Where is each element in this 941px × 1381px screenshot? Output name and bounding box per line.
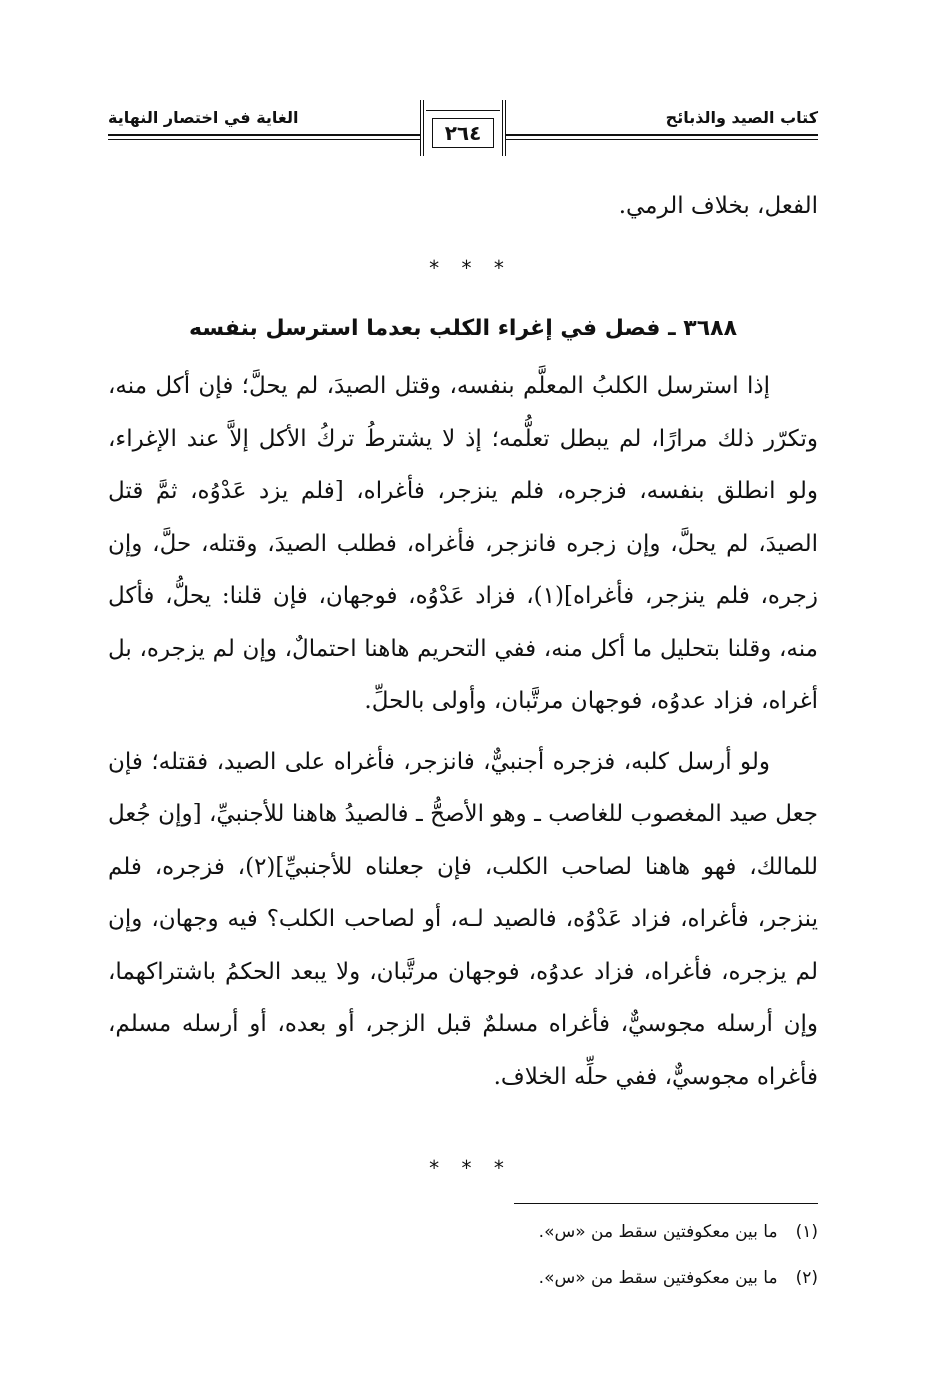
section-heading: ٣٦٨٨ ـ فصل في إغراء الكلب بعدما استرسل بنفسه (189, 316, 737, 341)
header-book-title: الغاية في اختصار النهاية (108, 108, 299, 127)
page-number: ٢٦٤ (432, 118, 494, 148)
footnote-2 (108, 1268, 818, 1288)
footnote-number: (١) (795, 1222, 818, 1242)
paragraph-2: ولو أرسل كلبه، فزجره أجنبيٌّ، فانزجر، فأغراه على الصيد، فقتله؛ فإن جعل صيد المغصوب للغاصب ـ وهو الأصحُّ ـ فالصيدُ هاهنا للأجنبيِّ، [وإن جُعل للمالك، فهو هاهنا لصاحب الكلب، فإن جعلناه للأجنبيِّ](٢)، فزجره، فلم ينزجر، فأغراه، فزاد عَدْوُه، فالصيد لـه، أو لصاحب الكلب؟ فيه وجهان، وإن لم يزجره، فأغراه، فزاد عدوُه، فوجهان مرتَّبان، ولا يبعد الحكمُ باشتراكهما، وإن أرسله مجوسيٌّ، فأغراه مسلمٌ قبل الزجر، أو بعده، أو أرسله مسلم، فأغراه مجوسيٌّ، ففي حلِّه الخلاف. (108, 748, 818, 1090)
section-separator: * * * (429, 256, 512, 280)
end-separator: * * * (429, 1156, 512, 1180)
footnote-number: (٢) (795, 1268, 818, 1288)
intro-line: الفعل، بخلاف الرمي. (618, 193, 818, 219)
header-book-section: كتاب الصيد والذبائح (665, 108, 818, 127)
paragraph-1: إذا استرسل الكلبُ المعلَّم بنفسه، وقتل الصيدَ، لم يحلَّ؛ فإن أكل منه، وتكرّر ذلك مرارًا، لم يبطل تعلُّمه؛ إذ لا يشترطُ تركُ الأكل إلاَّ عند الإغراء، ولو انطلق بنفسه، فزجره، فلم ينزجر، فأغراه، [فلم يزد عَدْوُه، ثمَّ قتل الصيدَ، لم يحلَّ، وإن زجره فانزجر، فأغراه، فطلب الصيدَ، وقتله، حلَّ، وإن زجره، فلم ينزجر، فأغراه](١)، فزاد عَدْوُه، فوجهان، فإن قلنا: يحلُّ، فأكل منه، وقلنا بتحليل ما أكل منه، ففي التحريم هاهنا احتمالٌ، وإن لم يزجره، بل أغراه، فزاد عدوُه، فوجهان مرتَّبان، وأولى بالحلِّ. (108, 373, 819, 714)
frame-cap (426, 110, 500, 111)
footnote-rule (514, 1203, 818, 1204)
footnote-text: ما بين معكوفتين سقط من «س». (538, 1222, 778, 1242)
footnote-1 (108, 1222, 818, 1242)
page-number-frame (420, 100, 506, 156)
footnote-text: ما بين معكوفتين سقط من «س». (538, 1268, 778, 1288)
running-header (108, 92, 818, 172)
body-text (108, 360, 818, 1103)
